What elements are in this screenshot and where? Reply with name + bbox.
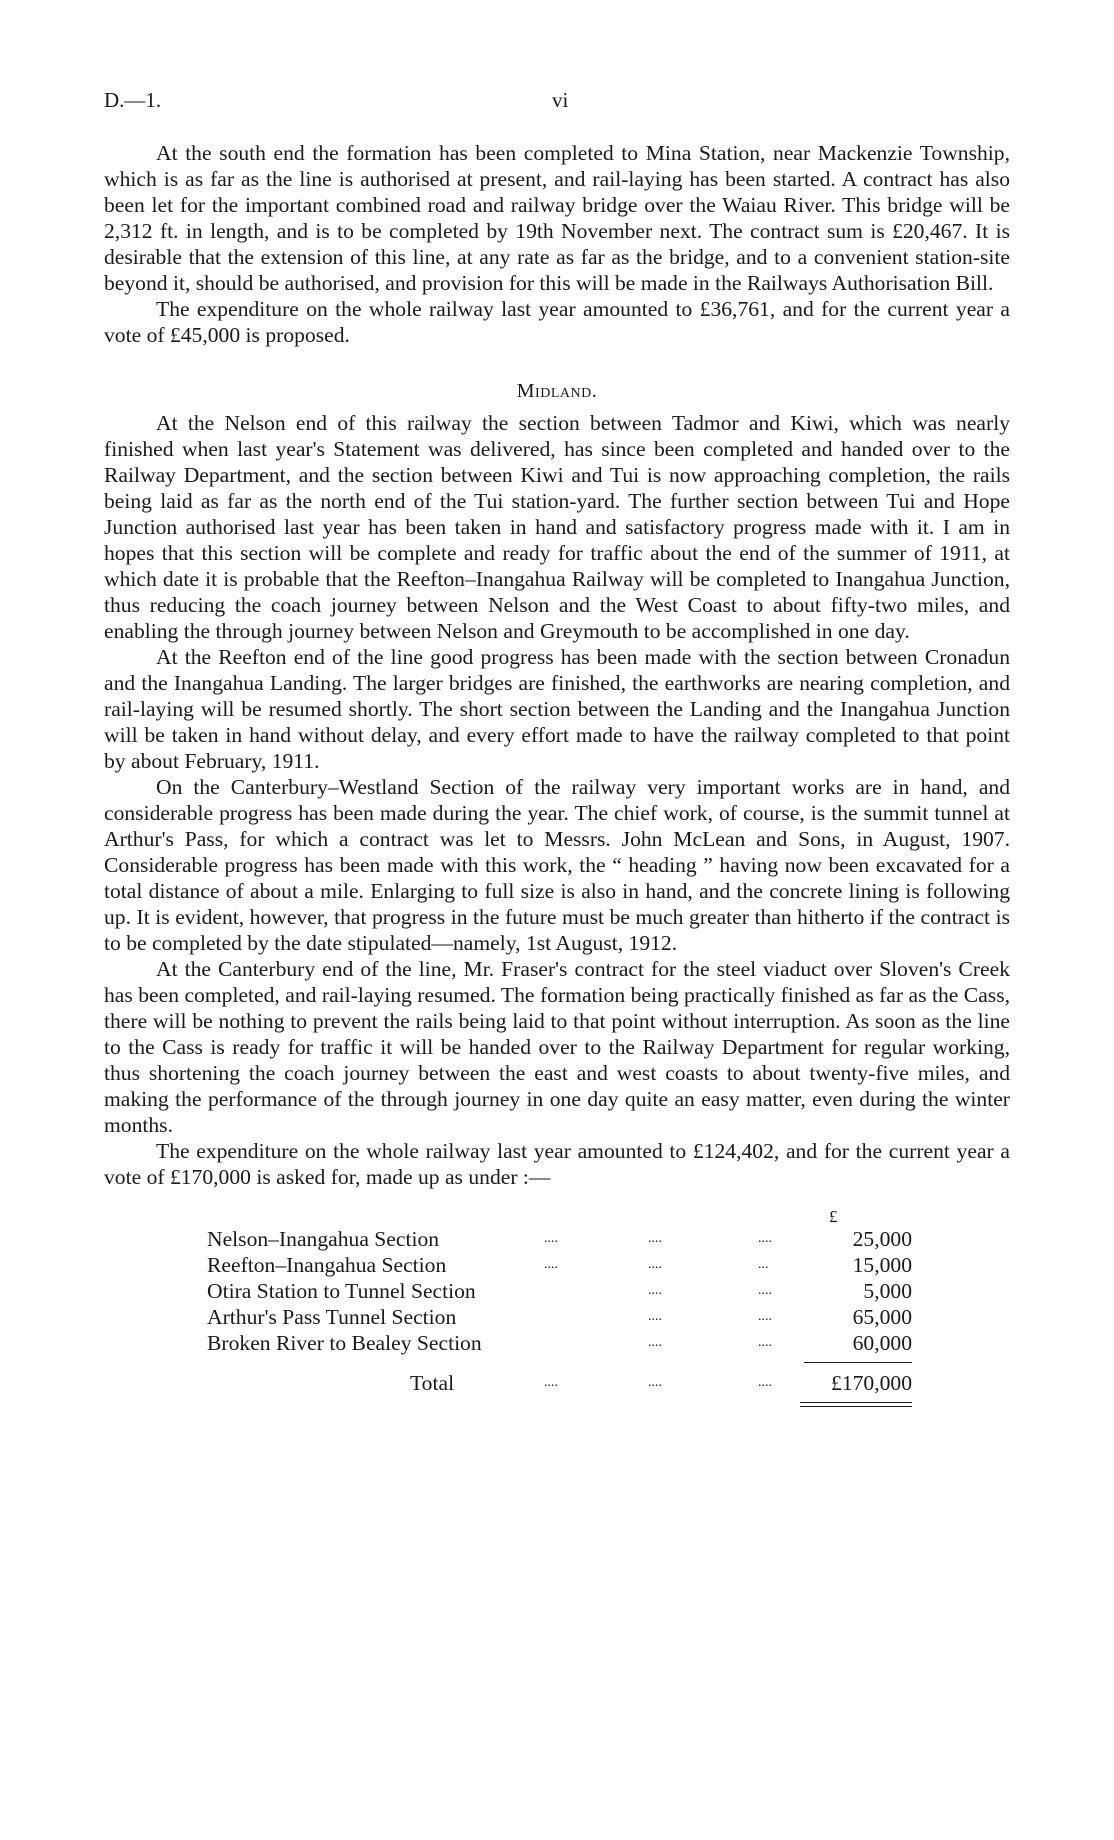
row-amount: 15,000 bbox=[852, 1253, 912, 1277]
total-label: Total bbox=[410, 1371, 455, 1395]
subtotal-rule bbox=[104, 1356, 1010, 1370]
rule-line bbox=[800, 1406, 912, 1407]
leader-dots: .... bbox=[544, 1257, 558, 1272]
leader-dots: .... bbox=[758, 1309, 772, 1324]
leader-dots: .... bbox=[648, 1335, 662, 1350]
row-amount: 25,000 bbox=[852, 1227, 912, 1251]
leader-dots: .... bbox=[758, 1335, 772, 1350]
leader-dots: .... bbox=[758, 1283, 772, 1298]
currency-header bbox=[104, 1204, 1010, 1226]
row-label: Broken River to Bealey Section bbox=[207, 1331, 482, 1355]
row-label: Otira Station to Tunnel Section bbox=[207, 1279, 476, 1303]
rule-line bbox=[800, 1402, 912, 1403]
paragraph: At the Nelson end of this railway the section between Tadmor and Kiwi, which was nearly finished when last year's Statement was delivered, has since been completed and handed over to the Railway Department, and the section between Kiwi and Tui is now approaching completion, the rails being laid as far as the north end of the Tui station-yard. The further section between Tui and Hope Junction authorised last year has been taken in hand and satisfactory progress made with it. I am in hopes that this section will be complete and ready for traffic about the end of the summer of 1911, at which date it is probable that the Reefton–Inangahua Railway will be completed to Inangahua Junction, thus reducing the coach journey between Nelson and the West Coast to about fifty-two miles, and enabling the through journey between Nelson and Greymouth to be accomplished in one day. bbox=[104, 411, 1010, 643]
table-row bbox=[104, 1278, 1010, 1304]
total-double-rule bbox=[104, 1400, 1010, 1410]
leader-dots: .... bbox=[544, 1231, 558, 1246]
leader-dots: .... bbox=[648, 1309, 662, 1324]
section-heading: Midland. bbox=[516, 380, 598, 402]
table-row bbox=[104, 1226, 1010, 1252]
row-label: Arthur's Pass Tunnel Section bbox=[207, 1305, 457, 1329]
table-row bbox=[104, 1252, 1010, 1278]
leader-dots: .... bbox=[648, 1283, 662, 1298]
currency-symbol: £ bbox=[829, 1207, 838, 1226]
paragraph: The expenditure on the whole railway last year amounted to £36,761, and for the current year a vote of £45,000 is proposed. bbox=[104, 297, 1010, 347]
paragraph: The expenditure on the whole railway last year amounted to £124,402, and for the current year a vote of £170,000 is asked for, made up as under :— bbox=[104, 1139, 1010, 1189]
leader-dots: .... bbox=[648, 1231, 662, 1246]
page-header bbox=[104, 88, 1010, 118]
table-row bbox=[104, 1330, 1010, 1356]
paragraph: At the Reefton end of the line good progress has been made with the section between Cronadun and the Inangahua Landing. The larger bridges are finished, the earthworks are nearing completion, and rail-laying will be resumed shortly. The short section between the Landing and the Inangahua Junction will be taken in hand without delay, and every effort made to have the railway completed to that point by about February, 1911. bbox=[104, 645, 1010, 773]
table-row bbox=[104, 1304, 1010, 1330]
row-amount: 5,000 bbox=[863, 1279, 912, 1303]
paragraph: At the Canterbury end of the line, Mr. Fraser's contract for the steel viaduct over Sloven's Creek has been completed, and rail-laying resumed. The formation being practically finished as far as the Cass, there will be nothing to prevent the rails being laid to that point without interruption. As soon as the line to the Cass is ready for traffic it will be handed over to the Railway Department for regular working, thus shortening the coach journey between the east and west coasts to about twenty-five miles, and making the performance of the through journey in one day quite an easy matter, even during the winter months. bbox=[104, 957, 1010, 1137]
paragraph: On the Canterbury–Westland Section of the railway very important works are in hand, and considerable progress has been made during the year. The chief work, of course, is the summit tunnel at Arthur's Pass, for which a contract was let to Messrs. John McLean and Sons, in August, 1907. Considerable progress has been made with this work, the “ heading ” having now been excavated for a total distance of about a mile. Enlarging to full size is also in hand, and the concrete lining is following up. It is evident, however, that progress in the future must be much greater than hitherto if the contract is to be completed by the date stipulated—namely, 1st August, 1912. bbox=[104, 775, 1010, 955]
expenditure-table bbox=[104, 1226, 1010, 1410]
rule-line bbox=[804, 1362, 912, 1363]
leader-dots: .... bbox=[758, 1231, 772, 1246]
row-label: Reefton–Inangahua Section bbox=[207, 1253, 447, 1277]
row-amount: 65,000 bbox=[852, 1305, 912, 1329]
page-number: vi bbox=[552, 88, 569, 112]
leader-dots: ... bbox=[758, 1257, 769, 1272]
leader-dots: .... bbox=[758, 1375, 772, 1390]
row-amount: 60,000 bbox=[852, 1331, 912, 1355]
page-body bbox=[104, 140, 1010, 1410]
paragraph: At the south end the formation has been completed to Mina Station, near Mackenzie Township, which is as far as the line is authorised at present, and rail-laying has been started. A contract has also been let for the important combined road and railway bridge over the Waiau River. This bridge will be 2,312 ft. in length, and is to be completed by 19th November next. The contract sum is £20,467. It is desirable that the extension of this line, at any rate as far as the bridge, and to a convenient station-site beyond it, should be authorised, and provision for this will be made in the Railways Authorisation Bill. bbox=[104, 141, 1010, 295]
leader-dots: .... bbox=[648, 1375, 662, 1390]
total-amount: £170,000 bbox=[831, 1371, 912, 1395]
row-label: Nelson–Inangahua Section bbox=[207, 1227, 440, 1251]
leader-dots: .... bbox=[544, 1375, 558, 1390]
total-row bbox=[104, 1370, 1010, 1400]
document-reference: D.—1. bbox=[104, 88, 162, 112]
leader-dots: .... bbox=[648, 1257, 662, 1272]
